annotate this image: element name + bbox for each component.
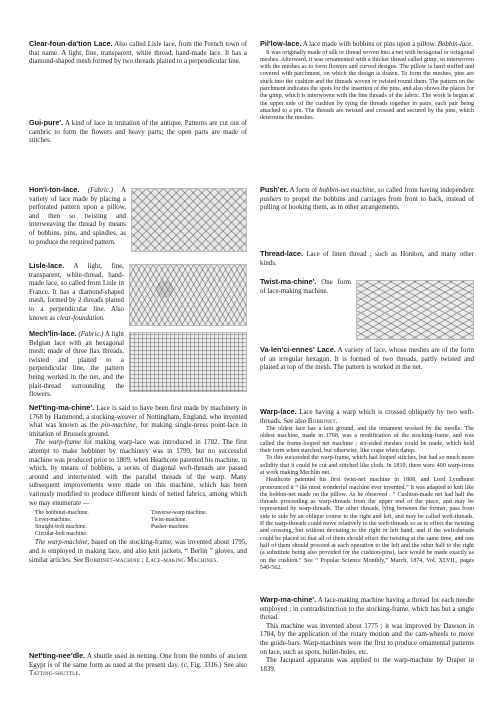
headword: Va-len'ci-ennes' Lace. — [260, 345, 336, 354]
entry-valenciennes-lace — [260, 346, 474, 373]
term: The warp-machine — [35, 539, 88, 547]
paragraph: It was originally made of silk or thread woven into a net with hexagonal or octagonal meshes. Afterward, it was ornamented with a thicker thread called gimp, so interwoven with the meshes as to form flowers and curved designs. The pillow is hard stuffed and covered with parchment, on which the design is drawn. To form the meshes, pins are stuck into the cushion and the threads woven or twisted round them. The pattern on the parchment indicates the spots for the insertion of the pins, and also shows the places for the gimp, which is interwoven with the fine threads of the fabric. The work is begun at the upper side of the cushion by tying the threads together in pairs, each pair being attached to a pin. The threads are twisted and crossed and secured by the pins, which determine the meshes. — [260, 49, 474, 122]
alternate-name: clear-foundation. — [56, 314, 105, 322]
definition: A shuttle used in netting. One from the tombs of ancient Egypt is of the same form as used at the present day. (c, Fig. 3316.) See also — [29, 653, 247, 669]
definition: One form of lace-making machine. — [260, 279, 351, 295]
list-item: Pusher-machine. — [151, 523, 190, 530]
paragraph: This machine was invented about 1775 ; it was improved by Dawson in 1784, by the application of the rotary motion and the cam-wheels to move the guide-bars. Warp-machines were the first to produce ornamental patterns on lace, such as spots, bullet-holes, etc. — [260, 622, 474, 656]
paragraph: for making warp-lace was introduced in 1782. The first attempt to make bobbinet by machinery was in 1799, but no successful machine was produced prior to 1809, when Heathcote patented his machine, in which, by means of bobbins, a series of diagonal weft-threads are passed around and intertwisted with the parallel threads of the warp. Many subsequent improvements were made on this machine, which has been variously modified to produce different kinds of netted fabrics, among which we may enumerate — — [29, 439, 247, 507]
entry-twist-machine — [260, 278, 474, 342]
list-item: Lever-machine. — [35, 516, 72, 523]
term: bobbin-net machine — [319, 187, 375, 194]
subject-tag: (Fabric.) — [87, 187, 113, 194]
twist-machine-illustration — [356, 280, 474, 340]
entry-netting-needle — [29, 652, 247, 679]
entry-warp-machine — [260, 596, 474, 674]
term: pin-machine — [101, 422, 136, 430]
list-item — [151, 531, 247, 538]
paragraph: , based on the stocking-frame, was invented about 1795, and is employed in making lace, and also knit jackets, “ Berlin ” gloves, and similar articles. See — [29, 539, 247, 564]
entry-mechlin-lace — [29, 330, 247, 400]
definition: A lace made with bobbins or pins upon a pillow. — [301, 41, 438, 48]
definition: A light Belgian lace with an hexagonal mesh; made of three flax threads, twisted and plaited to a perpendicular line, the pattern being worked in the net, and the plait-thread surrounding the flowers. — [29, 331, 124, 399]
cross-reference: Bobbinet. — [307, 417, 338, 425]
definition-cont: , so called from having independent — [374, 187, 474, 194]
definition: A variety of lace made by placing a perforated pattern upon a pillow, and then so twisting and interweaving the thread by means of bobbins, pins, and spindles, as to produce the required pattern. — [29, 187, 126, 246]
mechlin-lace-illustration — [129, 332, 247, 392]
definition: Also called Lisle lace, from the French town of that name. A light, fine, transparent, white thread, hand-made lace. It has a diamond-shaped mesh formed by two threads plaited to a perpendicular line. — [29, 41, 247, 66]
headword: Warp-ma-chine'. — [260, 595, 317, 604]
term: The warp-frame — [35, 439, 81, 447]
headword: Twist-ma-chine'. — [260, 277, 317, 286]
list-item: Circular-bolt machine. — [35, 530, 88, 537]
paragraph: Heathcote patented his first twist-net machine in 1808, and Lord Lyndhurst pronounced it “ the most wonderful machine ever invented.” It was adapted to knit like the bobbin-net made on the pillow. As he observed : “ Cushion-made net had half the threads proceeding as warp-threads from the upper end of the piece, and may be represented by warp-threads. The other threads, lying between the former, pass from side to side by an oblique course to the right and left, and may be called weft-threads. If the warp-threads could move relatively to the weft-threads so as to effect the twisting and crossing, but without deviating to the right or left hand, and if the weft-threads could be placed so that all of them should effect the twisting at the same time, and one half of them should proceed at each operation to the left and the other half to the right (a substitute being also provided for the cushion-pins), lace would be made exactly as on the cushion.” See “ Popular Science Monthly,” March, 1874, Vol. XLVII., pages 540-562. — [260, 477, 474, 571]
headword: Net'ting-nee'dle. — [29, 651, 86, 660]
headword: Gui-pure'. — [29, 118, 64, 127]
cross-reference: Tatting-shuttle. — [29, 670, 81, 678]
list-item: Traverse-warp machine. — [151, 510, 208, 517]
headword: Warp-lace. — [260, 407, 297, 416]
definition: A form of — [288, 187, 320, 194]
headword: Net'ting-ma-chine'. — [29, 403, 95, 412]
entry-pillow-lace — [260, 40, 474, 123]
definition: A light, fine, transparent, white-thread, hand-made lace, so called from Lisle in France. It has a diamond-shaped mesh, formed by 2 threads plaited to a perpendicular line. Also known as — [29, 263, 124, 322]
entry-netting-machine — [29, 404, 247, 565]
definition: A variety of lace, whose meshes are of the form of an irregular hexagon. It is formed of two threads, partly twisted and plaited at top of the mesh. The pattern is worked in the net. — [260, 347, 474, 372]
definition-cont: , for making single-press point-lace in imitation of Brussels ground. — [29, 422, 247, 438]
entry-guipure — [29, 119, 247, 146]
list-item: The bobbinet-machine. — [35, 510, 89, 517]
headword: Lisle-lace. — [29, 261, 65, 270]
headword: Mech'lin-lace. — [29, 329, 77, 338]
entry-pusher — [260, 186, 474, 213]
definition: A lace-making machine having a thread for each needle employed ; in contradistinction to the stocking-frame, which has but a single thread. — [260, 597, 474, 622]
cross-reference: Bobbinet-machine ; Lace-making Machines. — [84, 556, 219, 564]
entry-thread-lace — [260, 250, 474, 268]
lisle-lace-illustration — [129, 264, 247, 326]
definition-cont: to propel the bobbins and carriages from front to back, instead of pulling or hooking them, as in other arrangements. — [260, 195, 474, 212]
definition: Lace of linen thread ; such as Honiton, and many other kinds. — [260, 251, 474, 267]
headword: Thread-lace. — [260, 249, 303, 258]
list-item: Twist-machine. — [151, 516, 187, 523]
headword: Push'er. — [260, 185, 289, 194]
paragraph: The Jacquard apparatus was applied to the warp-machine by Draper in 1839. — [260, 657, 474, 673]
paragraph: To this succeeded the warp-frame, which had looped stitches, but had so much more solidity that it could be cut and stitched like cloth. In 1810, there were 400 warp-irons at work making Mechlin net. — [260, 455, 474, 476]
term: pushers — [260, 195, 282, 203]
definition: Lace having a warp which is crossed obliquely by two weft-threads. See also — [260, 409, 474, 425]
definition: A kind of lace in imitation of the antique. Patterns are cut out of cambric to form the flowers and heavy parts; the open parts are made of stitches. — [29, 120, 247, 145]
list-item: Straight-bolt machine. — [35, 523, 87, 530]
machine-list — [35, 510, 247, 537]
subject-tag: (Fabric.) — [78, 331, 104, 338]
headword: Hon'i-ton-lace. — [29, 185, 80, 194]
entry-warp-lace — [260, 408, 474, 572]
entry-lisle-lace — [29, 262, 247, 328]
honiton-lace-illustration — [131, 188, 247, 252]
headword: Pil'low-lace. — [260, 39, 302, 48]
entry-honiton-lace — [29, 186, 247, 254]
entry-clear-foundation-lace — [29, 40, 247, 67]
headword: Clear-foun-da'tion Lace. — [29, 39, 113, 48]
alternate-name: Bobbin-lace. — [437, 41, 474, 48]
definition: Lace is said to have been first made by machinery in 1768 by Hammond, a stocking-weaver of Nottingham, England, who invented what was known as the — [29, 405, 247, 430]
paragraph: The oldest lace has a knit ground, and the ornament worked by the needle. The oldest machine, made in 1768, was a modification of the stocking-frame, and was called the frame-looped net machine ; six-sided meshes could be made, which held their form when starched, but otherwise, like crape when damp. — [260, 426, 474, 455]
